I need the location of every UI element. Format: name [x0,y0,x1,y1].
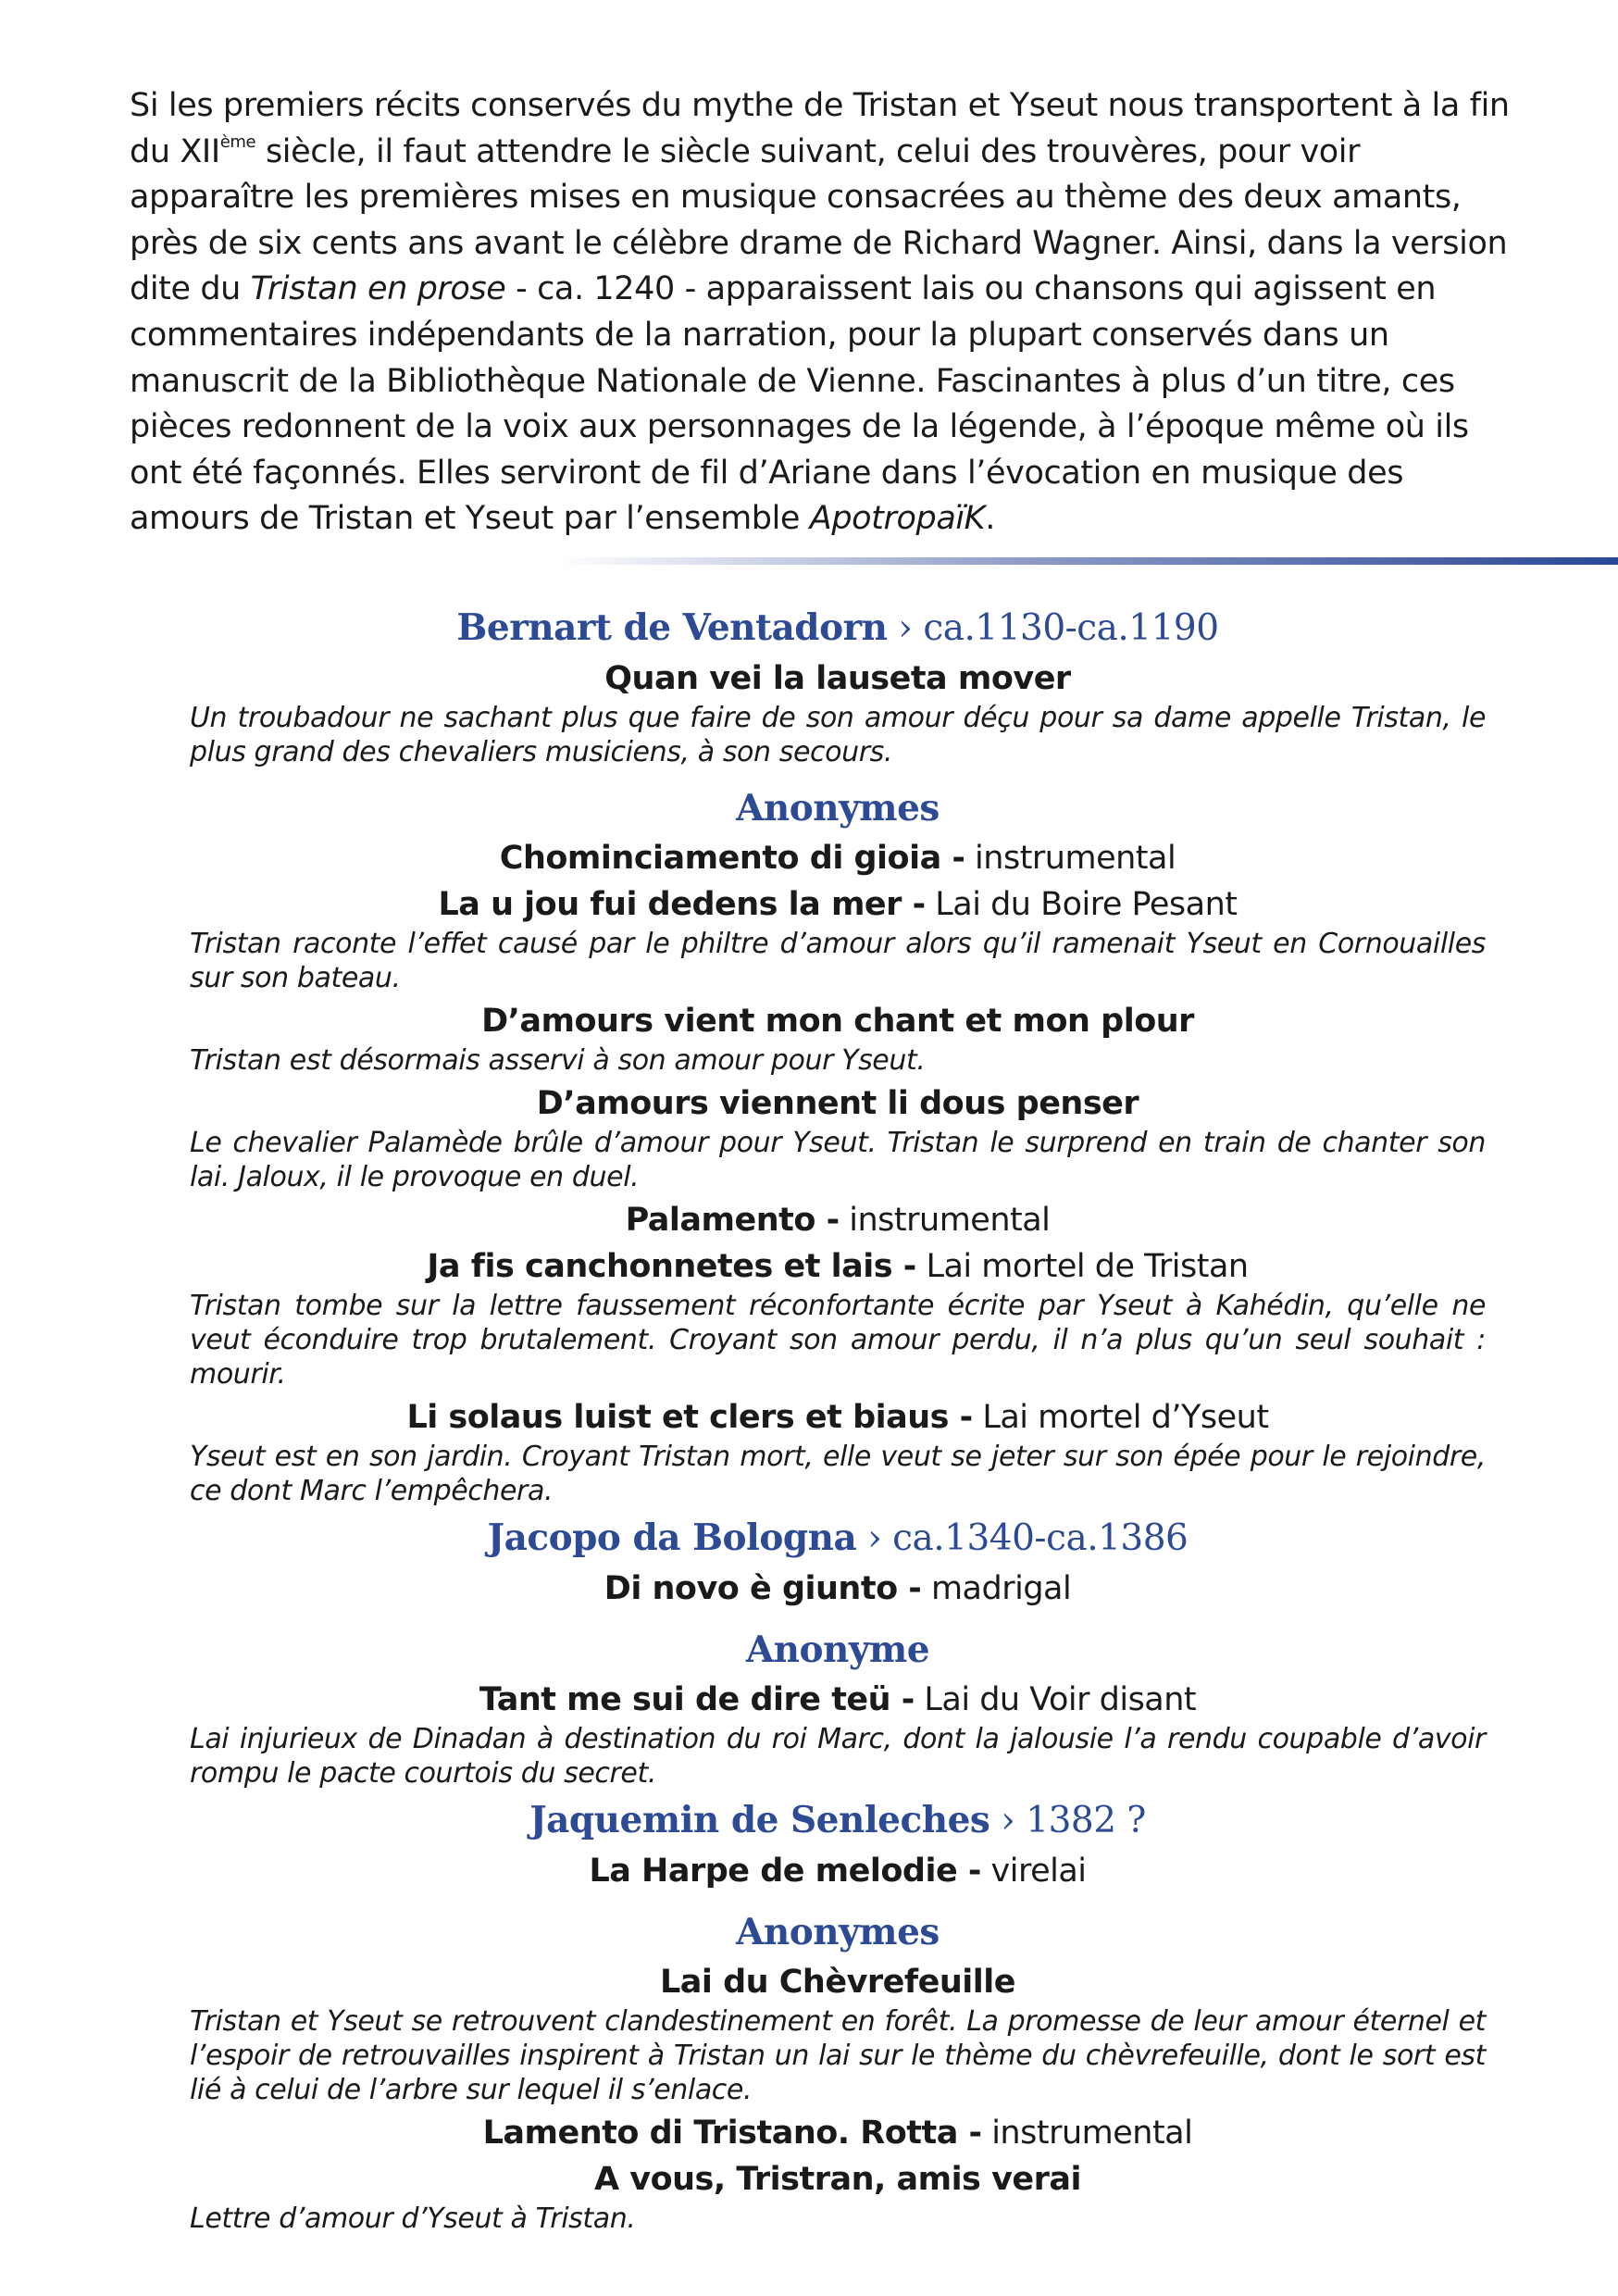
piece-line [190,1198,1486,1242]
piece-genre: Lai mortel de Tristan [915,1248,1249,1285]
piece-title: Li solaus luist et clers et biaus - [406,1399,973,1436]
intro-text-2: siècle, il faut attendre le siècle suivant, celui des trouvères, pour voir apparaître les premières mises en musique consacrées au thème des deux amants, près de six cents ans avant le célèbre drame de Richard Wagner. Ainsi, dans la version dite du [130,132,1508,308]
piece-description: Lai injurieux de Dinadan à destination du roi Marc, dont la jalousie l’a rendu coupable d’avoir rompu le pacte courtois du secret. [190,1723,1486,1790]
composer-heading [190,782,1486,834]
piece-title: Lai du Chèvrefeuille [659,1964,1016,2001]
piece-description: Un troubadour ne sachant plus que faire de son amour déçu pour sa dame appelle Tristan, le plus grand des chevaliers musiciens, à son secours. [190,702,1486,768]
piece-description: Tristan est désormais asservi à son amour pour Yseut. [190,1044,926,1077]
composer-dates: › 1382 ? [989,1800,1146,1841]
piece-line [190,1081,1486,1126]
piece-description: Tristan tombe sur la lettre faussement réconfortante écrite par Yseut à Kahédin, qu’elle ne veut éconduire trop brutalement. Croyant son amour perdu, il n’a plus qu’un seul souhait : mourir. [190,1290,1486,1391]
composer-name: Anonymes [736,787,940,830]
section-divider [555,557,1618,565]
composer-name: Jacopo da Bologna [487,1516,857,1559]
composer-name: Jaquemin de Senleches [529,1799,990,1841]
piece-genre: madrigal [921,1570,1072,1607]
piece-genre: virelai [980,1853,1087,1890]
composer-name: Bernart de Ventadorn [456,606,888,649]
intro-ensemble-name: ApotropaïK [809,500,986,538]
piece-line [190,1395,1486,1440]
piece-title: Chominciamento di gioia - [499,840,965,877]
composer-heading [190,602,1486,655]
piece-genre: Lai du Boire Pesant [925,886,1238,923]
piece-title: La Harpe de melodie - [589,1853,981,1890]
intro-text-3: - ca. 1240 - apparaissent lais ou chansons qui agissent en commentaires indépendants de la narration, pour la plupart conservés dans un manuscrit de la Bibliothèque Nationale de Vienne. Fascinantes à plus d’un titre, ces pièces redonnent de la voix aux personnages de la légende, à l’époque même où ils ont été façonnés. Elles serviront de fil d’Ariane dans l’évocation en musique des amours de Tristan et Yseut par l’ensemble [130,270,1469,538]
piece-title: La u jou fui dedens la mer - [438,886,926,923]
piece-genre: Lai mortel d’Yseut [972,1399,1269,1436]
composer-heading [190,1512,1486,1565]
piece-line [190,1244,1486,1289]
intro-italic-title: Tristan en prose [250,270,506,308]
composer-dates: › ca.1340-ca.1386 [856,1517,1189,1559]
piece-genre: Lai du Voir disant [914,1681,1197,1718]
composer-heading [190,1906,1486,1958]
piece-line [190,1566,1486,1611]
piece-title: Ja fis canchonnetes et lais - [427,1248,916,1285]
composer-heading [190,1624,1486,1676]
intro-text-1: Si les premiers récits conservés du mythe de Tristan et Yseut nous transportent à la fin du XII [130,87,1510,170]
piece-title: Quan vei la lauseta mover [604,660,1071,697]
intro-paragraph [130,83,1518,543]
piece-line [190,656,1486,701]
piece-title: D’amours viennent li dous penser [536,1085,1139,1122]
piece-description: Tristan raconte l’effet causé par le philtre d’amour alors qu’il ramenait Yseut en Cornouailles sur son bateau. [190,928,1486,994]
piece-line [190,1960,1486,2004]
program-list [190,600,1486,2240]
piece-title: Lamento di Tristano. Rotta - [482,2115,982,2152]
composer-name: Anonymes [736,1911,940,1953]
composer-heading [190,1794,1486,1847]
piece-genre: instrumental [965,840,1176,877]
piece-line [190,882,1486,927]
piece-description: Le chevalier Palamède brûle d’amour pour Yseut. Tristan le surprend en train de chanter son lai. Jaloux, il le provoque en duel. [190,1127,1486,1193]
piece-line [190,2157,1486,2202]
piece-line [190,836,1486,880]
piece-title: Palamento - [625,1202,840,1239]
piece-line [190,999,1486,1043]
piece-description: Yseut est en son jardin. Croyant Tristan mort, elle veut se jeter sur son épée pour le rejoindre, ce dont Marc l’empêchera. [190,1441,1486,1507]
piece-genre: instrumental [839,1202,1051,1239]
composer-name: Anonyme [745,1628,930,1671]
piece-title: D’amours vient mon chant et mon plour [481,1003,1194,1040]
intro-superscript: ème [219,131,256,152]
piece-line [190,1849,1486,1893]
piece-description: Lettre d’amour d’Yseut à Tristan. [190,2202,636,2235]
intro-text-4: . [985,500,995,538]
composer-dates: › ca.1130-ca.1190 [887,607,1219,649]
piece-line [190,1678,1486,1722]
piece-title: Di novo è giunto - [604,1570,922,1607]
piece-line [190,2111,1486,2155]
piece-description: Tristan et Yseut se retrouvent clandestinement en forêt. La promesse de leur amour éternel et l’espoir de retrouvailles inspirent à Tristan un lai sur le thème du chèvrefeuille, dont le sort est lié à celui de l’arbre sur lequel il s’enlace. [190,2005,1486,2106]
piece-title: A vous, Tristran, amis verai [593,2161,1082,2198]
piece-title: Tant me sui de dire teü - [479,1681,915,1718]
piece-genre: instrumental [981,2115,1193,2152]
